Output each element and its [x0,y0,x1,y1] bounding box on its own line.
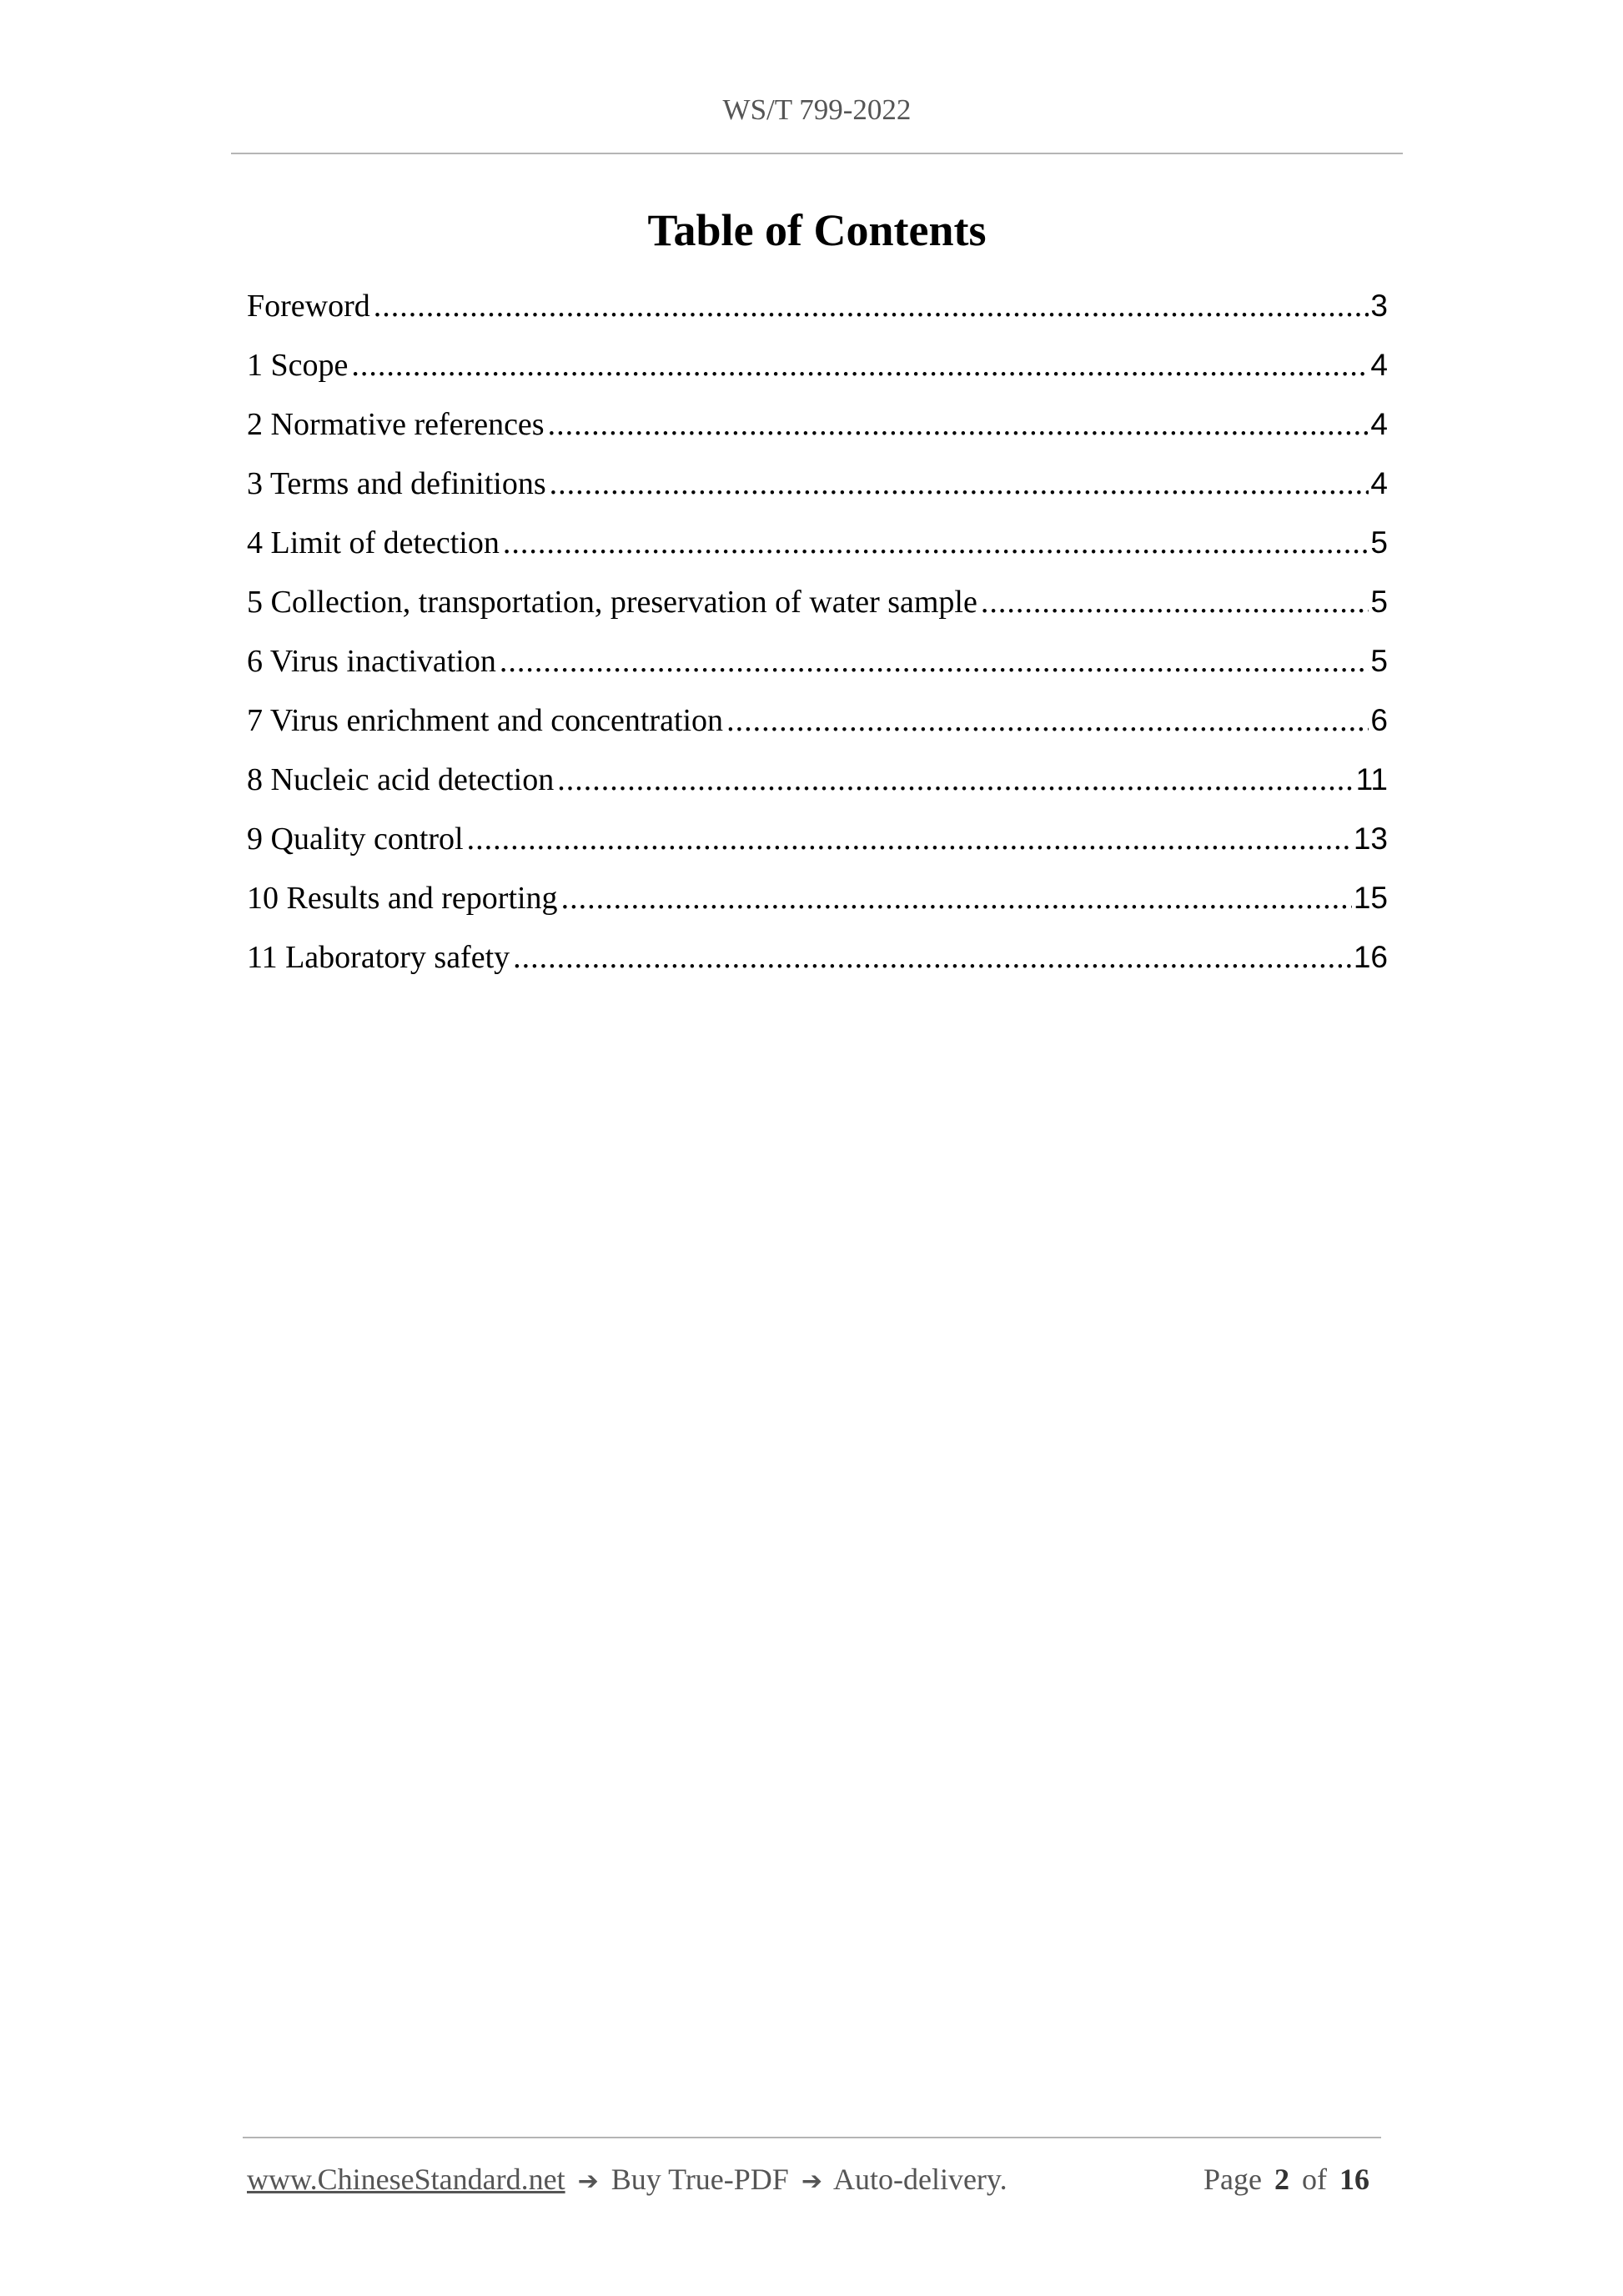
table-of-contents [247,288,1388,998]
dot-leader [351,347,1369,384]
toc-entry-label: 4 Limit of detection [247,525,500,560]
dot-leader [548,406,1369,443]
toc-title: Table of Contents [647,205,987,255]
toc-entry-label: 1 Scope [247,348,349,383]
toc-entry-scope[interactable] [247,347,1388,406]
dot-leader [557,761,1354,798]
toc-entry-results-and-reporting[interactable] [247,880,1388,939]
toc-entry-virus-enrichment[interactable] [247,702,1388,761]
dot-leader [467,821,1352,857]
header-divider [231,153,1403,154]
toc-entry-label: 8 Nucleic acid detection [247,762,555,797]
toc-entry-quality-control[interactable] [247,821,1388,880]
toc-entry-page: 5 [1370,585,1388,619]
current-page-number: 2 [1274,2163,1289,2196]
page-indicator [1203,2162,1374,2197]
dot-leader [503,525,1369,561]
toc-entry-page: 4 [1370,407,1388,441]
toc-entry-label: 11 Laboratory safety [247,940,510,975]
buy-true-pdf-text: Buy True-PDF [611,2163,789,2196]
toc-entry-page: 11 [1355,762,1388,796]
toc-entry-page: 13 [1353,821,1388,856]
dot-leader [726,702,1369,739]
toc-entry-collection[interactable] [247,584,1388,643]
toc-entry-label: 10 Results and reporting [247,881,558,916]
dot-leader [561,880,1352,917]
dot-leader [500,643,1369,680]
toc-entry-page: 6 [1370,703,1388,737]
toc-entry-limit-of-detection[interactable] [247,525,1388,584]
auto-delivery-text: Auto-delivery. [832,2163,1007,2196]
total-page-count: 16 [1339,2163,1369,2196]
right-arrow-icon: ➔ [801,2167,822,2196]
toc-entry-page: 15 [1353,881,1388,915]
toc-entry-page: 4 [1370,466,1388,500]
footer-divider [243,2137,1381,2138]
toc-entry-label: 6 Virus inactivation [247,644,496,679]
toc-entry-page: 3 [1370,289,1388,323]
toc-entry-label: 7 Virus enrichment and concentration [247,703,724,738]
toc-entry-page: 4 [1370,348,1388,382]
toc-entry-normative-references[interactable] [247,406,1388,465]
toc-entry-label: 3 Terms and definitions [247,466,546,501]
toc-entry-label: 9 Quality control [247,821,464,857]
toc-entry-laboratory-safety[interactable] [247,939,1388,998]
dot-leader [981,584,1369,620]
toc-entry-foreword[interactable] [247,288,1388,347]
toc-entry-label: Foreword [247,289,370,324]
toc-entry-terms-and-definitions[interactable] [247,465,1388,525]
dot-leader [550,465,1369,502]
document-code-header: WS/T 799-2022 [722,93,912,126]
toc-entry-page: 16 [1353,940,1388,974]
toc-entry-page: 5 [1370,644,1388,678]
toc-entry-page: 5 [1370,525,1388,560]
of-word: of [1302,2163,1327,2196]
dot-leader [374,288,1369,324]
right-arrow-icon: ➔ [577,2167,599,2196]
toc-entry-nucleic-acid-detection[interactable] [247,761,1388,821]
page-word: Page [1203,2163,1262,2196]
website-link[interactable]: www.ChineseStandard.net [247,2163,565,2196]
toc-entry-label: 2 Normative references [247,407,545,442]
dot-leader [513,939,1352,976]
toc-entry-virus-inactivation[interactable] [247,643,1388,702]
toc-entry-label: 5 Collection, transportation, preservation of water sample [247,585,977,620]
footer-promo [247,2162,1007,2197]
